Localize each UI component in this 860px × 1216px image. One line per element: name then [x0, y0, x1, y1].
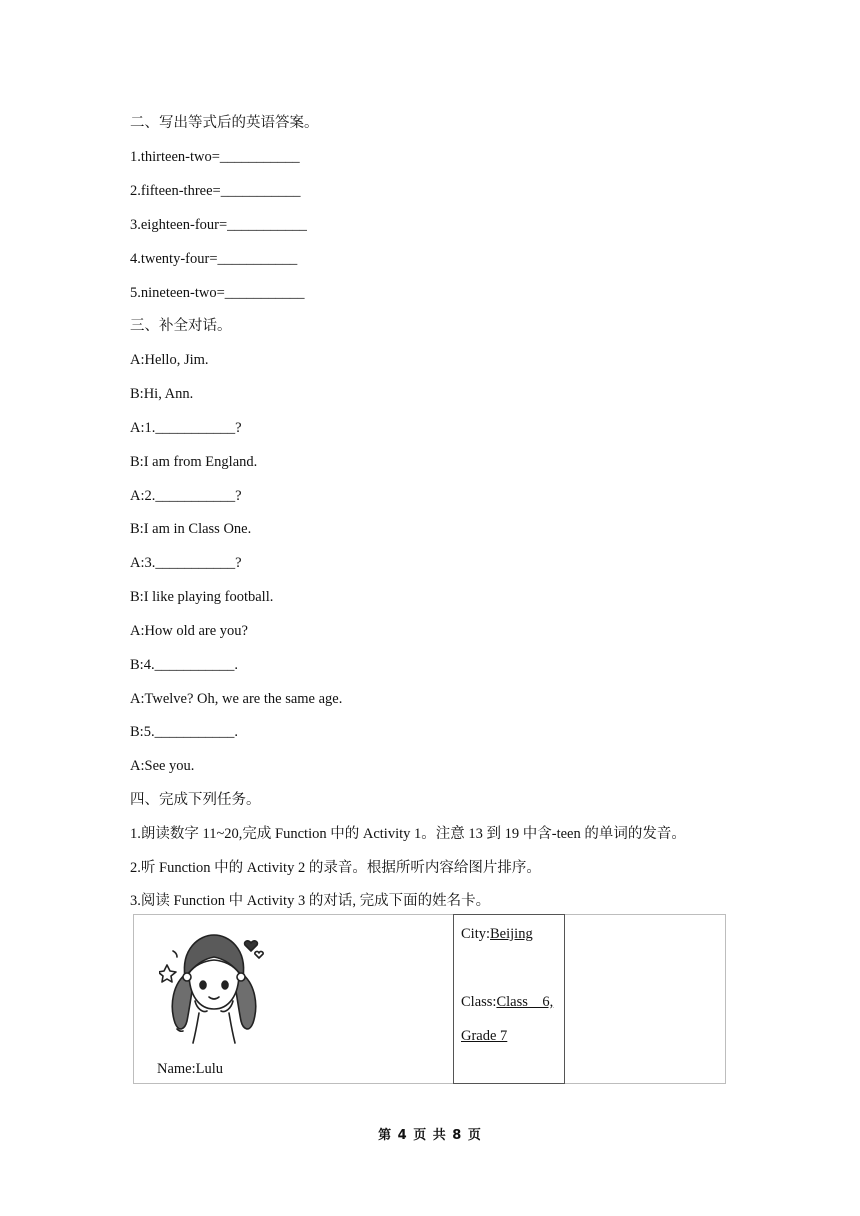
dialogue-line: B:I am from England.	[130, 454, 258, 470]
exercise-item: 1.thirteen-two=___________	[130, 149, 300, 165]
dialogue-line: A:3.___________?	[130, 555, 242, 571]
exercise-item: 4.twenty-four=___________	[130, 251, 298, 267]
section-2-heading: 二、写出等式后的英语答案。	[130, 115, 319, 131]
section-3-heading: 三、补全对话。	[130, 318, 232, 334]
dialogue-line: B:I am in Class One.	[130, 521, 252, 537]
class-field	[461, 993, 553, 1011]
page-footer: 第 4 页 共 8 页	[378, 1128, 482, 1143]
section-4-heading: 四、完成下列任务。	[130, 792, 261, 808]
exercise-item: 3.eighteen-four=___________	[130, 217, 307, 233]
dialogue-line: A:See you.	[130, 758, 195, 774]
name-label: Name:Lulu	[157, 1061, 224, 1077]
dialogue-line: A:Hello, Jim.	[130, 352, 209, 368]
city-field	[461, 925, 533, 943]
grade-value: Grade 7	[461, 1028, 508, 1044]
dialogue-line: A:How old are you?	[130, 623, 248, 639]
task-item: 2.听 Function 中的 Activity 2 的录音。根据所听内容给图片排序。	[130, 860, 541, 876]
dialogue-line: B:4.___________.	[130, 657, 238, 673]
dialogue-line: A:Twelve? Oh, we are the same age.	[130, 691, 343, 707]
exercise-item: 5.nineteen-two=___________	[130, 285, 305, 301]
dialogue-line: B:I like playing football.	[130, 589, 274, 605]
dialogue-line: B:5.___________.	[130, 724, 238, 740]
class-label: Class:	[461, 994, 497, 1010]
exercise-item: 2.fifteen-three=___________	[130, 183, 301, 199]
class-value: Class 6,	[496, 994, 554, 1010]
dialogue-line: A:2.___________?	[130, 488, 242, 504]
task-item: 1.朗读数字 11~20,完成 Function 中的 Activity 1。注意 13 到 19 中含-teen 的单词的发音。	[130, 826, 686, 842]
task-item: 3.阅读 Function 中 Activity 3 的对话, 完成下面的姓名卡。	[130, 893, 491, 909]
girl-illustration	[159, 925, 269, 1045]
dialogue-line: A:1.___________?	[130, 420, 242, 436]
dialogue-line: B:Hi, Ann.	[130, 386, 194, 402]
city-value: Beijing	[490, 926, 533, 942]
city-label: City:	[461, 926, 491, 942]
name-card	[133, 914, 726, 1084]
info-cell	[453, 914, 565, 1084]
